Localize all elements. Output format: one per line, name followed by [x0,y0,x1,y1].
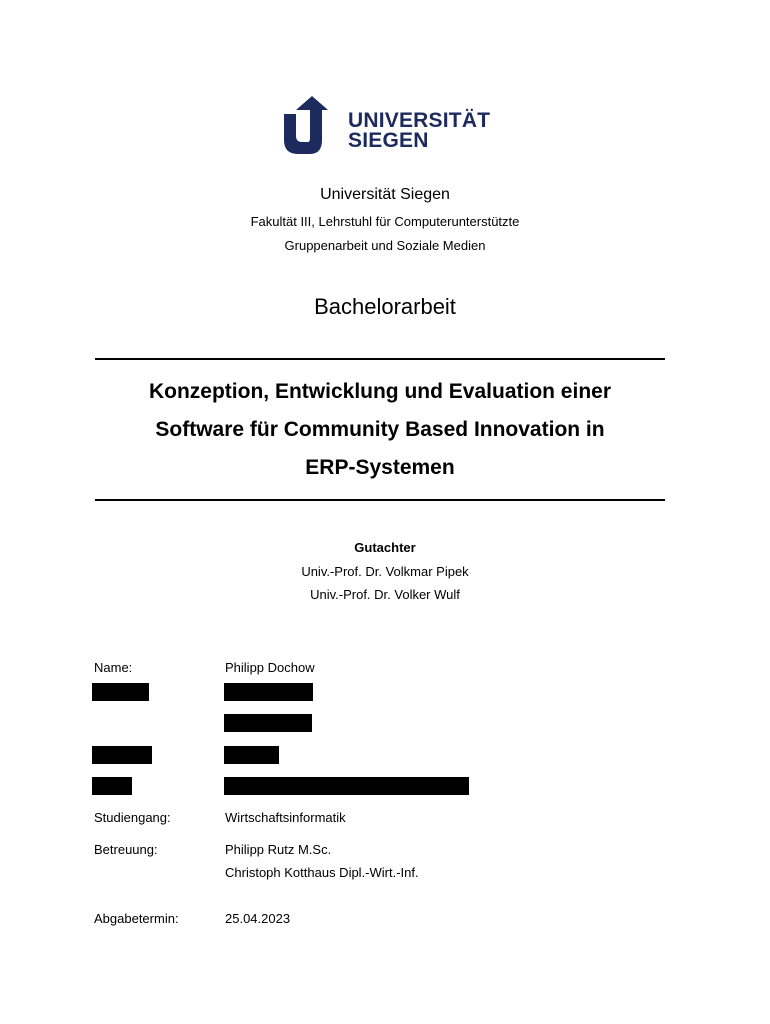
redacted-value-1 [224,683,313,701]
program-value: Wirtschaftsinformatik [225,810,346,825]
reviewer-2: Univ.-Prof. Dr. Volker Wulf [310,587,460,602]
university-logo [284,96,494,154]
redacted-label-1 [92,683,149,701]
redacted-value-3 [224,746,279,764]
faculty-line-2: Gruppenarbeit und Soziale Medien [284,238,486,253]
name-value: Philipp Dochow [225,660,315,675]
title-rule-bottom [95,499,665,501]
faculty-line-1: Fakultät III, Lehrstuhl für Computerunterstützte [250,214,520,229]
document-type: Bachelorarbeit [314,294,456,319]
university-name: Universität Siegen [320,186,450,203]
university-logo-mark [284,96,346,154]
redacted-value-2 [224,714,312,732]
title-rule-top [95,358,665,360]
thesis-title-line-2: Software für Community Based Innovation in [155,418,605,441]
thesis-title-line-3: ERP-Systemen [305,456,455,479]
supervisor-1: Philipp Rutz M.Sc. [225,842,332,857]
deadline-label: Abgabetermin: [94,911,179,926]
redacted-label-3 [92,777,132,795]
program-label: Studiengang: [94,810,171,825]
supervision-label: Betreuung: [94,842,158,857]
deadline-value: 25.04.2023 [225,911,291,926]
redacted-label-2 [92,746,152,764]
thesis-title-line-1: Konzeption, Entwicklung und Evaluation einer [148,380,612,403]
reviewer-1: Univ.-Prof. Dr. Volkmar Pipek [301,564,469,579]
reviewers-heading: Gutachter [354,540,416,555]
name-label: Name: [94,660,133,675]
logo-line-2: SIEGEN [348,129,429,152]
supervisor-2: Christoph Kotthaus Dipl.-Wirt.-Inf. [225,865,419,880]
logo-line-1: UNIVERSITÄT [348,109,491,132]
redacted-value-4 [224,777,469,795]
